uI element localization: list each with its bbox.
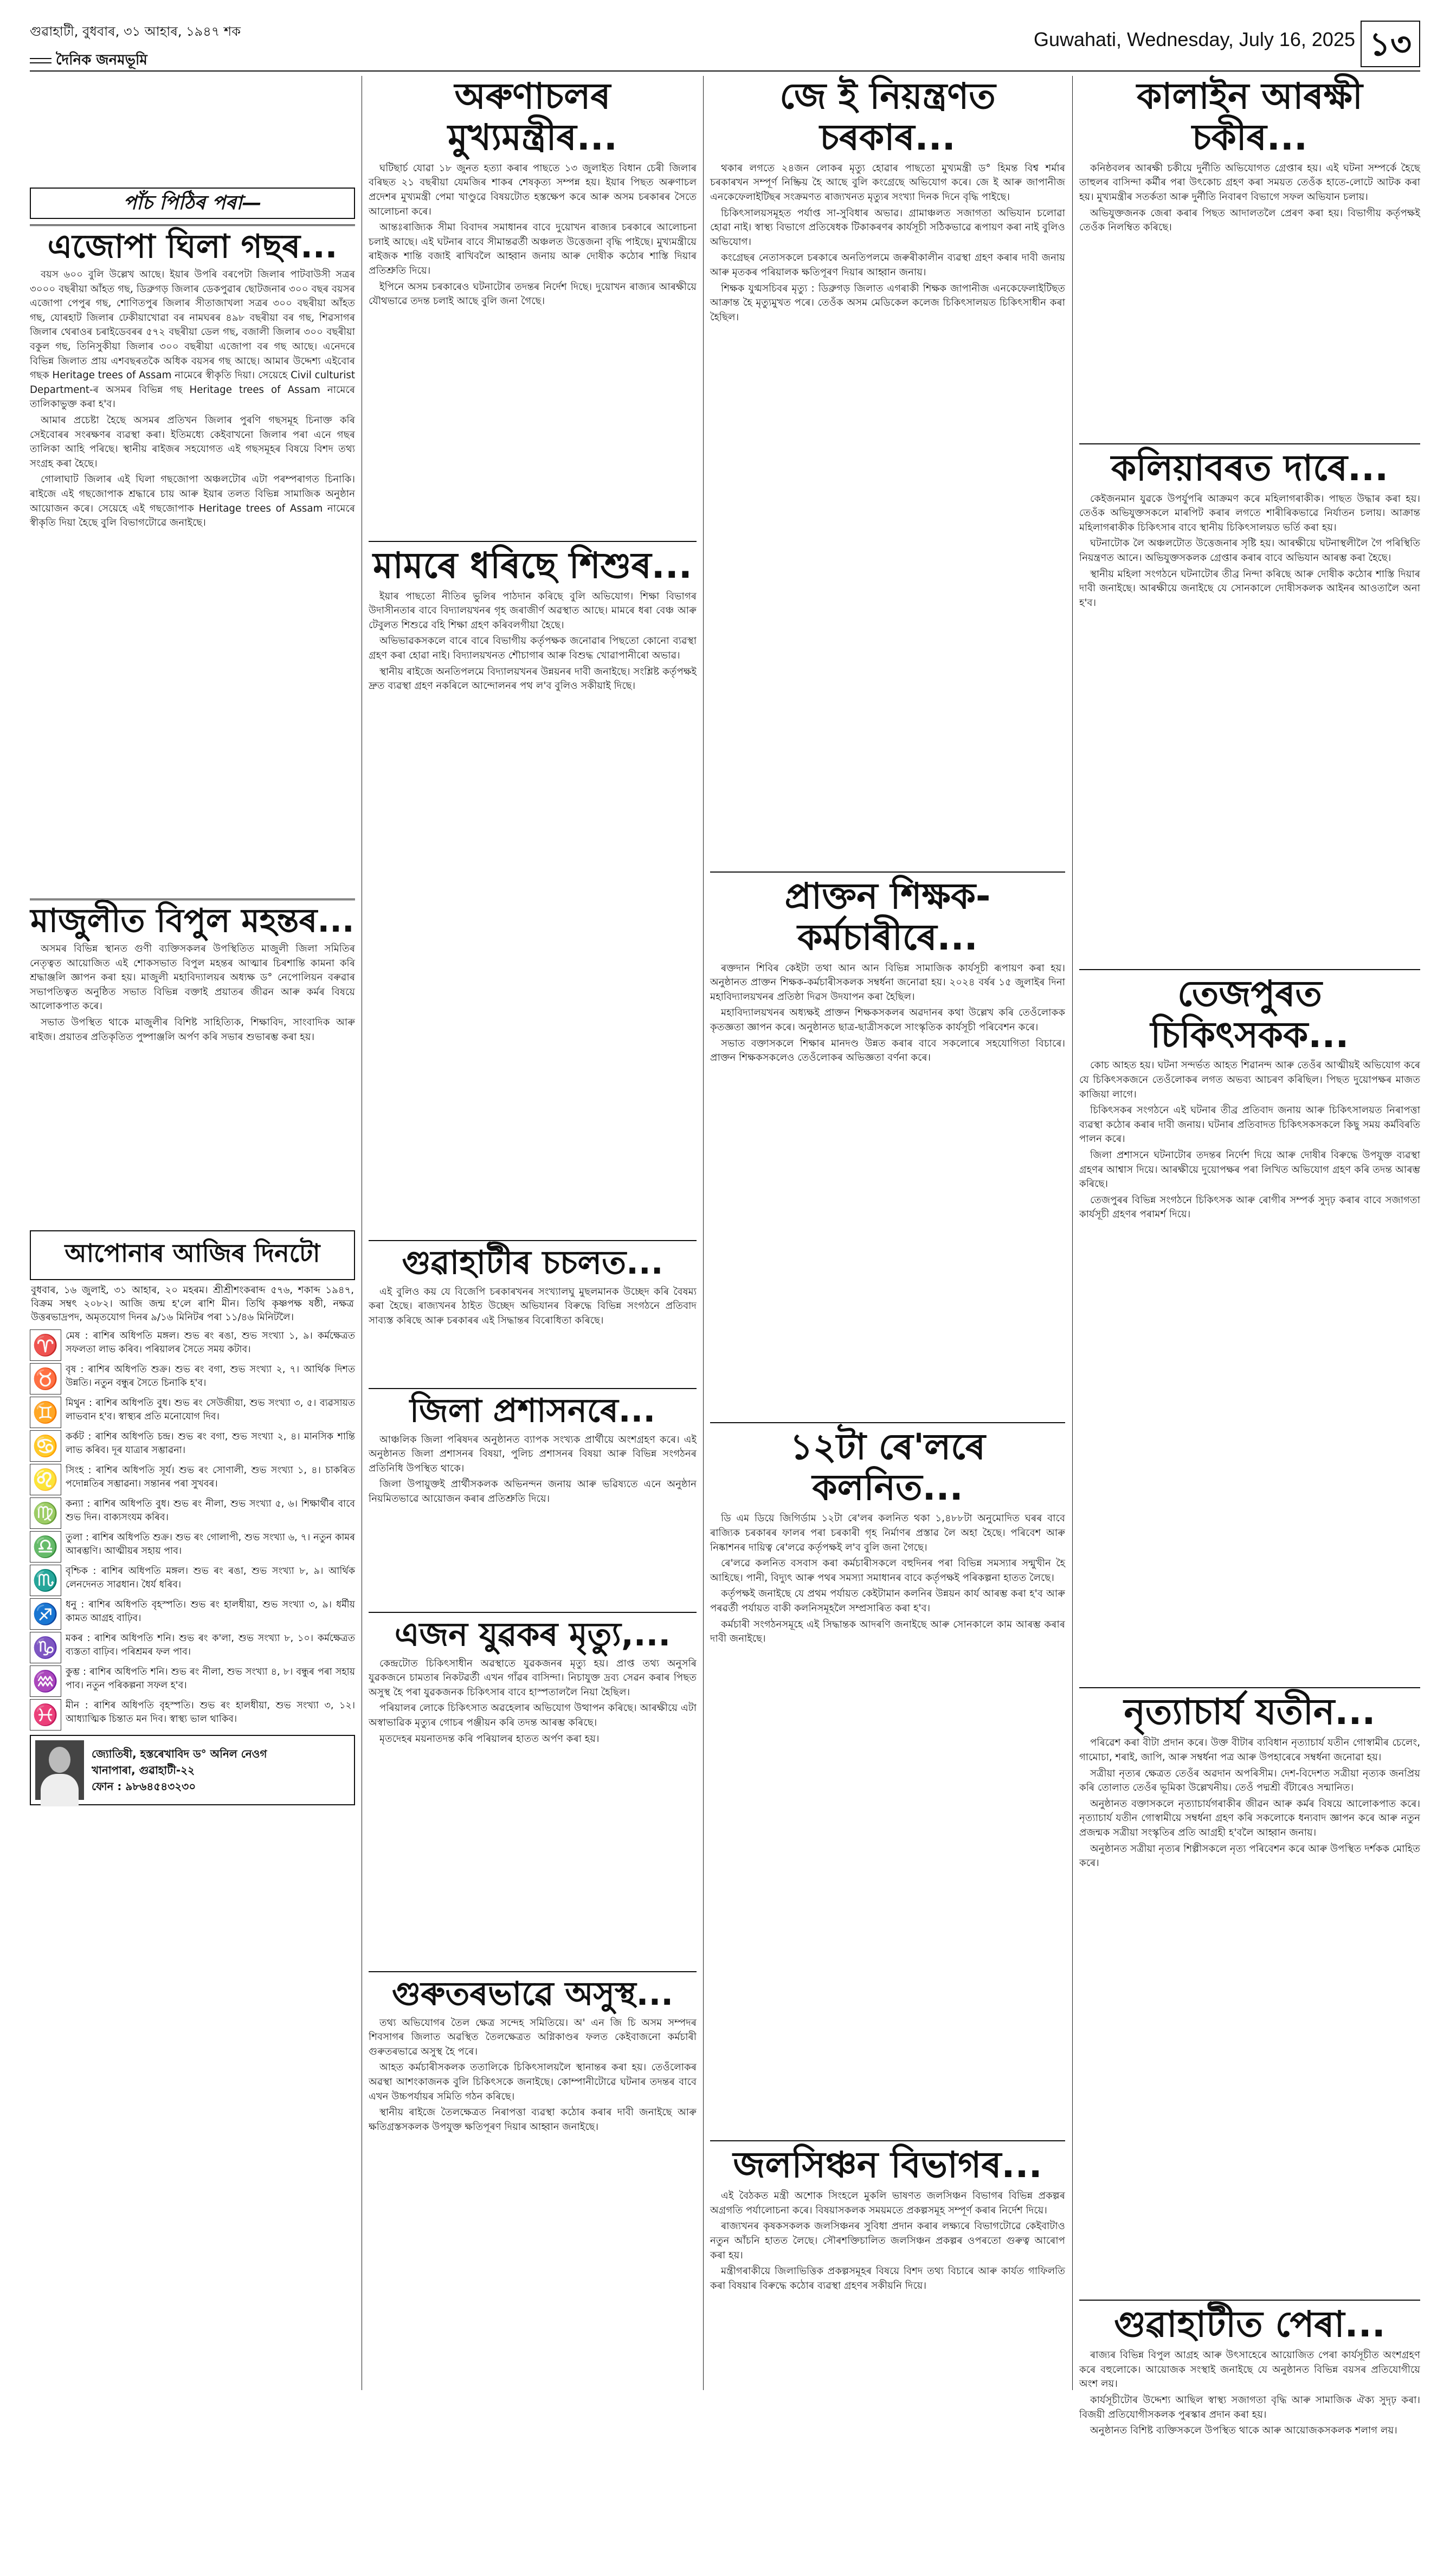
- article-headline: জে ই নিয়ন্ত্ৰণত চৰকাৰ...: [779, 75, 996, 158]
- article-railway-colony: [710, 1426, 1065, 2141]
- article-je-control: [710, 76, 1065, 871]
- article-body: [710, 1512, 1065, 2140]
- masthead: [30, 21, 1420, 75]
- horoscope-sign-row: [30, 1363, 355, 1394]
- paragraph: অনুষ্ঠানত বক্তাসকলে নৃত্যাচাৰ্যগৰাকীৰ জীৱন আৰু কৰ্মৰ বিষয়ে আলোকপাত কৰে। নৃত্যাচাৰ্য যতীন গোস্বামীয়ে সম্বৰ্ধনা গ্ৰহণ কৰি সকলোকে ধন্যবাদ জ্ঞাপন কৰে আৰু নতুন প্ৰজন্মক সত্ৰীয়া সংস্কৃতিৰ প্ৰতি আগ্ৰহী হ'বলৈ আহ্বান জনায়।: [1079, 1798, 1420, 1838]
- article-body: [30, 942, 355, 1224]
- paragraph: ৰাজ্যখনৰ কৃষকসকলক জলসিঞ্চনৰ সুবিধা প্ৰদান কৰাৰ লক্ষ্যৰে বিভাগটোৱে কেইবাটাও নতুন আঁচনি হাতত লৈছে। সৌৰশক্তিচালিত জলসিঞ্চন প্ৰকল্পৰ ওপৰতো গুৰুত্ব আৰোপ কৰা হয়।: [710, 2220, 1065, 2261]
- article-body: [1079, 162, 1420, 443]
- article-body: [710, 961, 1065, 1422]
- divider: [369, 1971, 697, 1972]
- article-body: [710, 2189, 1065, 2503]
- article-body: [369, 590, 697, 1240]
- header-rule: [30, 70, 1420, 72]
- article-body: [369, 1433, 697, 1612]
- article-ghila-tree: [30, 228, 355, 895]
- paragraph: কংগ্ৰেছৰ নেতাসকলে চৰকাৰে অনতিপলমে জৰুৰীকালীন ব্যৱস্থা গ্ৰহণ কৰাৰ দাবী জনায় আৰু মৃতকৰ পৰিয়ালক ক্ষতিপূৰণ দিয়াৰ আহ্বান জনায়।: [710, 252, 1065, 278]
- paragraph: ৰক্তদান শিবিৰ কেইটা তথা আন আন বিভিন্ন সামাজিক কাৰ্যসূচী ৰূপায়ণ কৰা হয়। অনুষ্ঠানত প্ৰাক্তন শিক্ষক-কৰ্মচাৰীসকলক সম্বৰ্ধনা জনোৱা হয়। ২০২৪ বৰ্ষৰ ১৫ জুলাইৰ দিনা মহাবিদ্যালয়খনৰ প্ৰতিষ্ঠা দিৱস উদযাপন কৰা হৈছিল।: [710, 962, 1065, 1003]
- article-headline: ১২টা ৰে'লৰে কলনিত...: [790, 1425, 985, 1509]
- divider: [369, 541, 697, 542]
- virgo-icon: ♍: [30, 1497, 61, 1529]
- paragraph: থকাৰ লগতে ২৪জন লোকৰ মৃত্যু হোৱাৰ পাছতো মুখ্যমন্ত্ৰী ড° হিমন্ত বিশ্ব শৰ্মাৰ চৰকাৰখন সম্পূৰ্ণ নিষ্ক্ৰিয় হৈ আছে বুলি কংগ্ৰেছে অভিযোগ কৰে। জে ই আৰু জাপানীজ এনকেফেলাইটিছৰ সংক্ৰমণত ৰাজ্যখনত মৃত্যুৰ সংখ্যা দিনক দিনে বৃদ্ধি পাইছে।: [710, 162, 1065, 203]
- article-former-teachers: [710, 876, 1065, 1422]
- article-youth-death: [369, 1616, 697, 1971]
- article-headline: কালাইন আৰক্ষী চকীৰ...: [1137, 75, 1363, 158]
- divider: [1079, 969, 1420, 970]
- paragraph: কাৰ্যসূচীটোৰ উদ্দেশ্য আছিল স্বাস্থ্য সজাগতা বৃদ্ধি আৰু সামাজিক ঐক্য সুদৃঢ় কৰা। বিজয়ী প্ৰতিযোগীসকলক পুৰস্কাৰ প্ৰদান কৰা হয়।: [1079, 2394, 1420, 2420]
- page-number: ১৩: [1361, 21, 1420, 67]
- astrologer-phone: ফোন : ৯৮৬৪৫৪৩২৩০: [92, 1780, 196, 1793]
- article-body: [1079, 2348, 1420, 2576]
- article-guwahati: [369, 1244, 697, 1388]
- article-body: [369, 1285, 697, 1388]
- article-mould-school: [369, 545, 697, 1240]
- article-seriously-ill: [369, 1975, 697, 2526]
- astrologer-address: খানাপাৰা, গুৱাহাটী-২২: [92, 1764, 195, 1777]
- paragraph: স্থানীয় ৰাইজে তৈলক্ষেত্ৰত নিৰাপত্তা ব্যৱস্থা কঠোৰ কৰাৰ দাবী জনাইছে আৰু ক্ষতিগ্ৰস্তসকলক উপযুক্ত ক্ষতিপূৰণ দিয়াৰ আহ্বান জনাইছে।: [369, 2107, 697, 2133]
- divider: [1079, 2300, 1420, 2301]
- paragraph: এই বুলিও কয় যে বিজেপি চৰকাৰখনৰ সংখ্যালঘু মুছলমানক উচ্ছেদ কৰি বৈষম্য কৰা হৈছে। ৰাজ্যখনৰ ঠাইত উচ্ছেদ অভিযানৰ বিৰুদ্ধে বিভিন্ন সংগঠনে প্ৰতিবাদ সাব্যস্ত কৰিছে আৰু চৰকাৰৰ এই সিদ্ধান্তৰ বিৰোধিতা কৰিছে।: [369, 1286, 697, 1326]
- leo-icon: ♌: [30, 1464, 61, 1495]
- article-body: [369, 2016, 697, 2526]
- article-body: [710, 162, 1065, 871]
- article-headline: এজোপা ঘিলা গছৰ...: [47, 228, 338, 266]
- article-kaliabor: [1079, 448, 1420, 969]
- paragraph: পৰিয়ালৰ লোকে চিকিৎসাত অৱহেলাৰ অভিযোগ উত্থাপন কৰিছে। আৰক্ষীয়ে এটা অস্বাভাৱিক মৃত্যুৰ গোচৰ পঞ্জীয়ন কৰি তদন্ত আৰম্ভ কৰিছে।: [369, 1702, 697, 1729]
- paragraph: কেন্দ্ৰটোত চিকিৎসাধীন অৱস্থাতে যুৱকজনৰ মৃত্যু হয়। প্ৰাপ্ত তথ্য অনুসৰি যুৱকজনে চামতাৰ নিকটৱৰ্তী এখন গাঁৱৰ বাসিন্দা। নিচাযুক্ত দ্ৰব্য সেৱন কৰাৰ পিছত অসুস্থ হৈ পৰা যুৱকজনক চিকিৎসাৰ বাবে হাস্পতাললৈ নিয়া হৈছিল।: [369, 1657, 697, 1698]
- horoscope-sign-text: মকৰ : ৰাশিৰ অধিপতি শনি। শুভ ৰং ক'লা, শুভ সংখ্যা ৮, ১০। কৰ্মক্ষেত্ৰত ব্যস্ততা বাঢ়িব। পৰিশ্ৰমৰ ফল পাব।: [66, 1633, 355, 1657]
- article-body: [1079, 1058, 1420, 1687]
- horoscope-sign-row: [30, 1531, 355, 1563]
- astrologer-photo: [35, 1740, 84, 1800]
- horoscope-sign-text: কুম্ভ : ৰাশিৰ অধিপতি শনি। শুভ ৰং নীলা, শুভ সংখ্যা ৪, ৮। বন্ধুৰ পৰা সহায় পাব। নতুন পৰিকল্পনা সফল হ'ব।: [66, 1667, 355, 1691]
- horoscope-sign-text: মেষ : ৰাশিৰ অধিপতি মঙ্গল। শুভ ৰং ৰঙা, শুভ সংখ্যা ১, ৯। কৰ্মক্ষেত্ৰত সফলতা লাভ কৰিব। পৰিয়ালৰ সৈতে সময় কটাব।: [66, 1331, 355, 1355]
- horoscope-sign-text: মীন : ৰাশিৰ অধিপতি বৃহস্পতি। শুভ ৰং হালধীয়া, শুভ সংখ্যা ৩, ১২। আধ্যাত্মিক চিন্তাত মন দিব। স্বাস্থ্য ভাল থাকিব।: [66, 1700, 355, 1725]
- horoscope-sign-text: মিথুন : ৰাশিৰ অধিপতি বুধ। শুভ ৰং সেউজীয়া, শুভ সংখ্যা ৩, ৫। ব্যৱসায়ত লাভবান হ'ব। স্বাস্থ্যৰ প্ৰতি মনোযোগ দিব।: [66, 1398, 355, 1422]
- horoscope-section: [30, 1230, 355, 1805]
- paragraph: ঘটনাটোক লৈ অঞ্চলটোত উত্তেজনাৰ সৃষ্টি হয়। আৰক্ষীয়ে ঘটনাস্থলীলৈ গৈ পৰিস্থিতি নিয়ন্ত্ৰণত আনে। অভিযুক্তসকলক গ্ৰেপ্তাৰ কৰাৰ বাবে অভিযান আৰম্ভ কৰা হৈছে।: [1079, 538, 1420, 564]
- article-headline: জিলা প্ৰশাসনৰে...: [409, 1391, 656, 1430]
- article-headline: জলসিঞ্চন বিভাগৰ...: [733, 2144, 1042, 2186]
- horoscope-sign-text: কৰ্কট : ৰাশিৰ অধিপতি চন্দ্ৰ। শুভ ৰং বগা, শুভ সংখ্যা ২, ৪। মানসিক শান্তি লাভ কৰিব। দূৰ যাত্ৰাৰ সম্ভাৱনা।: [66, 1431, 355, 1456]
- paragraph: অনুষ্ঠানত বিশিষ্ট ব্যক্তিসকলে উপস্থিত থাকে আৰু আয়োজকসকলক শলাগ লয়।: [1090, 2425, 1397, 2437]
- paragraph: কৰ্মচাৰী সংগঠনসমূহে এই সিদ্ধান্তক আদৰণি জনাইছে আৰু সোনকালে কাম আৰম্ভ কৰাৰ দাবী জনাইছে।: [710, 1618, 1065, 1645]
- pisces-icon: ♓: [30, 1699, 61, 1731]
- divider: [30, 899, 355, 900]
- paragraph: গোলাঘাট জিলাৰ এই ঘিলা গছজোপা অঞ্চলটোৰ এটা পৰম্পৰাগত চিনাকি। ৰাইজে এই গছজোপাক শ্ৰদ্ধাৰে চায় আৰু ইয়াৰ তলত বিভিন্ন সামাজিক অনুষ্ঠান আয়োজন কৰে। সেয়েহে এই গছজোপাক Heritage trees of Assam নামেৰে স্বীকৃতি দিয়া হৈছে বুলি বিভাগটোৱে জনাইছে।: [30, 474, 355, 529]
- divider: [1079, 1687, 1420, 1688]
- horoscope-sign-text: কন্যা : ৰাশিৰ অধিপতি বুধ। শুভ ৰং নীলা, শুভ সংখ্যা ৫, ৬। শিক্ষাৰ্থীৰ বাবে শুভ দিন। বাক্যসংযম কৰিব।: [66, 1499, 355, 1523]
- horoscope-title: আপোনাৰ আজিৰ দিনটো: [30, 1230, 355, 1280]
- article-irrigation: [710, 2145, 1065, 2503]
- article-headline: গুৱাহাটীৰ চচলত...: [402, 1243, 663, 1282]
- paragraph: আঞ্চলিক জিলা পৰিষদৰ অনুষ্ঠানত ব্যাপক সংখ্যক প্ৰাৰ্থীয়ে অংশগ্ৰহণ কৰে। এই অনুষ্ঠানত জিলা প্ৰশাসনৰ বিষয়া, পুলিচ প্ৰশাসনৰ বিষয়া আৰু বিভিন্ন সংগঠনৰ প্ৰতিনিধি উপস্থিত থাকে।: [369, 1434, 697, 1474]
- paragraph: এই বৈঠকত মন্ত্ৰী অশোক সিংহলে মুকলি ভাষণত জলসিঞ্চন বিভাগৰ বিভিন্ন প্ৰকল্পৰ অগ্ৰগতি পৰ্যালোচনা কৰে। বিষয়াসকলক সময়মতে প্ৰকল্পসমূহ সম্পূৰ্ণ কৰাৰ নিৰ্দেশ দিয়ে।: [710, 2190, 1065, 2216]
- horoscope-sign-row: [30, 1430, 355, 1462]
- divider: [30, 224, 355, 226]
- paragraph: জিলা প্ৰশাসনে ঘটনাটোৰ তদন্তৰ নিৰ্দেশ দিয়ে আৰু দোষীৰ বিৰুদ্ধে উপযুক্ত ব্যৱস্থা গ্ৰহণৰ আশ্বাস দিয়ে। আৰক্ষীয়ে দুয়োপক্ষৰ পৰা লিখিত অভিযোগ গ্ৰহণ কৰি তদন্ত আৰম্ভ কৰিছে।: [1079, 1150, 1420, 1190]
- article-body: [1079, 492, 1420, 969]
- horoscope-sign-text: সিংহ : ৰাশিৰ অধিপতি সূৰ্য। শুভ ৰং সোণালী, শুভ সংখ্যা ১, ৪। চাকৰিত পদোন্নতিৰ সম্ভাৱনা। সন্তানৰ পৰা সুখবৰ।: [66, 1465, 355, 1489]
- paragraph: অনুষ্ঠানত সত্ৰীয়া নৃত্যৰ শিল্পীসকলে নৃত্য পৰিবেশন কৰে আৰু উপস্থিত দৰ্শকক মোহিত কৰে।: [1079, 1843, 1420, 1869]
- paragraph: অভিযুক্তজনক জেৰা কৰাৰ পিছত আদালতলৈ প্ৰেৰণ কৰা হয়। বিভাগীয় কৰ্তৃপক্ষই তেওঁক নিলম্বিত কৰিছে।: [1079, 207, 1420, 234]
- paragraph: ইপিনে অসম চৰকাৰেও ঘটনাটোৰ তদন্তৰ নিৰ্দেশ দিছে। দুয়োখন ৰাজ্যৰ আৰক্ষীয়ে যৌথভাৱে তদন্ত চলাই আছে বুলি জনা গৈছে।: [369, 281, 697, 307]
- paragraph: আন্তঃৰাজ্যিক সীমা বিবাদৰ সমাধানৰ বাবে দুয়োখন ৰাজ্যৰ চৰকাৰে আলোচনা চলাই আছে। এই ঘটনাৰ বাবে সীমান্তৱৰ্তী অঞ্চলত উত্তেজনা বৃদ্ধি পাইছে। মুখ্যমন্ত্ৰীয়ে ৰাইজক শান্তি বজাই ৰাখিবলৈ আহ্বান জনায় আৰু দোষীক কঠোৰ শাস্তি দিয়াৰ প্ৰতিশ্ৰুতি দিয়ে।: [369, 222, 697, 276]
- horoscope-sign-row: [30, 1497, 355, 1529]
- article-majuli: [30, 902, 355, 1224]
- paragraph: চিকিৎসালয়সমূহত পৰ্যাপ্ত সা-সুবিধাৰ অভাৱ। গ্ৰামাঞ্চলত সজাগতা অভিযান চলোৱা হোৱা নাই। স্বাস্থ্য বিভাগে প্ৰতিষেধক টিকাকৰণৰ কাৰ্যসূচী সঠিকভাৱে ৰূপায়ণ কৰা নাই বুলিও অভিযোগ।: [710, 207, 1065, 248]
- divider: [710, 1422, 1065, 1423]
- dateline-english: Guwahati, Wednesday, July 16, 2025: [1033, 28, 1355, 50]
- paragraph: বয়স ৬০০ বুলি উল্লেখ আছে। ইয়াৰ উপৰি বৰপেটা জিলাৰ পাটবাউসী সত্ৰৰ ৩০০০ বছৰীয়া আঁহত গছ, ডিব্ৰুগড় জিলাৰ ডেকপুৱাৰ ছোটজনাৰ ৩০০ বছৰ বয়সৰ এজোপা পেপুৰ গছ, শোণিতপুৰ জিলাৰ সীতাজাখলা সত্ৰৰ ৩০০ বছৰীয়া আঁহত গছ, যোৰহাট জিলাৰ ঢেকীয়াখোৱা বৰ নামঘৰৰ ৪৯৮ বছৰীয়া বৰ গছ, শিৱসাগৰ জিলাৰ থেৰাওৰ চৰাইডেবৰৰ ৫৭২ বছৰীয়া ডেল গছ, বজালী জিলাৰ ৩০০ বছৰীয়া বকুল গছ, তিনিসুকীয়া জিলাৰ ৩০০ বছৰীয়া এজোপা বৰ গছ আছে। এনেদৰে বিভিন্ন জিলাত প্ৰায় এশবছৰতকৈ অধিক বয়সৰ গছ আছে। আমাৰ উদ্দেশ্য এইবোৰ গছক Heritage trees of Assam নামেৰে স্বীকৃতি দিয়া। সেয়েহে Civil culturist Department-ৰ অসমৰ বিভিন্ন গছ Heritage trees of Assam নামেৰে তালিকাভুক্ত কৰা হ'ব।: [30, 269, 355, 410]
- astrologer-box: [30, 1735, 355, 1805]
- horoscope-sign-row: [30, 1565, 355, 1596]
- horoscope-sign-text: ধনু : ৰাশিৰ অধিপতি বৃহস্পতি। শুভ ৰং হালধীয়া, শুভ সংখ্যা ৩, ৯। ধৰ্মীয় কামত আগ্ৰহ বাঢ়িব।: [66, 1599, 355, 1624]
- column-divider: [703, 76, 704, 2390]
- paragraph: পৰিৱেশ কৰা বীটা প্ৰদান কৰে। উক্ত বীটাৰ ব্যবিধান নৃত্যাচাৰ্য যতীন গোস্বামীৰ চেলেং, গামোচা, শৰাই, জাপি, আৰু সম্বৰ্ধনা পত্ৰ আৰু উপহাৰেৰে সম্বৰ্ধনা জনোৱা হয়।: [1079, 1737, 1420, 1763]
- paragraph: সত্ৰীয়া নৃত্যৰ ক্ষেত্ৰত তেওঁৰ অৱদান অপৰিসীম। দেশ-বিদেশত সত্ৰীয়া নৃত্যক জনপ্ৰিয় কৰি তোলাত তেওঁৰ ভূমিকা উল্লেখনীয়। তেওঁ পদ্মশ্ৰী বঁটাৰেও সন্মানিত।: [1079, 1767, 1420, 1794]
- newspaper-name: দৈনিক জনমভূমি: [30, 49, 147, 73]
- article-guwahati-pera: [1079, 2304, 1420, 2576]
- paragraph: ৰে'লৱে কলনিত বসবাস কৰা কৰ্মচাৰীসকলে বহুদিনৰ পৰা বিভিন্ন সমস্যাৰ সন্মুখীন হৈ আহিছে। পানী, বিদ্যুৎ আৰু পথৰ সমস্যা সমাধানৰ বাবে কৰ্তৃপক্ষই পৰিকল্পনা হাতত লৈছে।: [710, 1558, 1065, 1584]
- article-headline: মামৰে ধৰিছে শিশুৰ...: [373, 544, 692, 586]
- paragraph: সভাত উপস্থিত থাকে মাজুলীৰ বিশিষ্ট সাহিত্যিক, শিক্ষাবিদ, সাংবাদিক আৰু ৰাইজ। প্ৰয়াতৰ প্ৰতিকৃতিত পুষ্পাঞ্জলি অৰ্পণ কৰি সভাৰ শুভাৰম্ভ কৰা হয়।: [30, 1016, 355, 1043]
- horoscope-sign-row: [30, 1598, 355, 1630]
- article-arunachal-cm: [369, 76, 697, 541]
- divider: [369, 1388, 697, 1389]
- paragraph: আমাৰ প্ৰচেষ্টা হৈছে অসমৰ প্ৰতিখন জিলাৰ পুৰণি গছসমূহ চিনাক্ত কৰি সেইবোৰৰ সংৰক্ষণৰ ব্যৱস্থা কৰা। ইতিমধ্যে কেইবাখনো জিলাৰ পৰা এনে গছৰ তালিকা আহি পৰিছে। স্থানীয় ৰাইজৰ সহযোগত এই গছসমূহৰ বিষয়ে বিশদ তথ্য সংগ্ৰহ কৰা হৈছে।: [30, 414, 355, 469]
- paragraph: ৰাজ্যৰ বিভিন্ন বিপুল আগ্ৰহ আৰু উৎসাহেৰে আয়োজিত পেৰা কাৰ্যসূচীত অংশগ্ৰহণ কৰে বহুলোকে। আয়োজক সংস্থাই জনাইছে যে অনুষ্ঠানত বিভিন্ন বয়সৰ প্ৰতিযোগীয়ে অংশ লয়।: [1079, 2349, 1420, 2390]
- article-body: [1079, 1736, 1420, 2300]
- divider: [710, 2140, 1065, 2141]
- horoscope-signs: [30, 1329, 355, 1731]
- horoscope-sign-text: বৃশ্চিক : ৰাশিৰ অধিপতি মঙ্গল। শুভ ৰং ৰঙা, শুভ সংখ্যা ৮, ৯। আৰ্থিক লেনদেনত সাৱধান। ধৈৰ্য ধৰিব।: [66, 1566, 355, 1590]
- article-headline: এজন যুৱকৰ মৃত্যু,...: [394, 1615, 671, 1654]
- horoscope-sign-text: তুলা : ৰাশিৰ অধিপতি শুক্ৰ। শুভ ৰং গোলাপী, শুভ সংখ্যা ৬, ৭। নতুন কামৰ আৰম্ভণি। আত্মীয়ৰ সহায় পাব।: [66, 1532, 355, 1557]
- paragraph: জিলা উপায়ুক্তই প্ৰাৰ্থীসকলক অভিনন্দন জনায় আৰু ভৱিষ্যতে এনে অনুষ্ঠান নিয়মিতভাৱে আয়োজন কৰাৰ প্ৰতিশ্ৰুতি দিয়ে।: [369, 1479, 697, 1505]
- aquarius-icon: ♒: [30, 1665, 61, 1697]
- paragraph: অভিভাৱকসকলে বাৰে বাৰে বিভাগীয় কৰ্তৃপক্ষক জনোৱাৰ পিছতো কোনো ব্যৱস্থা গ্ৰহণ কৰা হোৱা নাই। বিদ্যালয়খনত শৌচাগাৰ আৰু বিশুদ্ধ খোৱাপানীৰো অভাৱ।: [369, 635, 697, 662]
- column-divider: [1072, 76, 1073, 2390]
- horoscope-sign-row: [30, 1632, 355, 1663]
- divider: [1079, 443, 1420, 444]
- paragraph: কেইজনমান যুৱকে উপৰ্যুপৰি আক্ৰমণ কৰে মহিলাগৰাকীক। পাছত উদ্ধাৰ কৰা হয়। তেওঁক অভিযুক্তসকলে মাৰপিট কৰাৰ লগতে শাৰীৰিকভাৱে নিৰ্যাতন চলায়। আক্ৰান্ত মহিলাগৰাকীক চিকিৎসাৰ বাবে স্থানীয় চিকিৎসালয়ত ভৰ্তি কৰা হয়।: [1079, 493, 1420, 533]
- article-headline: নৃত্যাচাৰ্য যতীন...: [1124, 1691, 1376, 1733]
- paragraph: চিকিৎসকৰ সংগঠনে এই ঘটনাৰ তীব্ৰ প্ৰতিবাদ জনায় আৰু চিকিৎসালয়ত নিৰাপত্তা ব্যৱস্থা কঠোৰ কৰাৰ দাবী জনায়। ঘটনাৰ প্ৰতিবাদত চিকিৎসকসকলে কিছু সময় কৰ্মবিৰতি পালন কৰে।: [1079, 1105, 1420, 1145]
- capricorn-icon: ♑: [30, 1632, 61, 1663]
- article-headline: অৰুণাচলৰ মুখ্যমন্ত্ৰীৰ...: [448, 75, 617, 158]
- paragraph: তথ্য অভিযোগৰ তৈল ক্ষেত্ৰ সন্দেহ সমিতিয়ে। অ' এন জি চি অসম সম্পদৰ শিবসাগৰ জিলাত অৱস্থিত তৈলক্ষেত্ৰত অগ্নিকাণ্ডৰ ফলত কেইবাজনো কৰ্মচাৰী গুৰুতৰভাৱে অসুস্থ হৈ পৰে।: [369, 2017, 697, 2057]
- article-police-outpost: [1079, 76, 1420, 443]
- libra-icon: ♎: [30, 1531, 61, 1563]
- paragraph: মন্ত্ৰীগৰাকীয়ে জিলাভিত্তিক প্ৰকল্পসমূহৰ বিষয়ে বিশদ তথ্য বিচাৰে আৰু কাৰ্যত গাফিলতি কৰা বিষয়াৰ বিৰুদ্ধে কঠোৰ ব্যৱস্থা গ্ৰহণৰ সকীয়নি দিয়ে।: [710, 2265, 1065, 2291]
- article-headline: প্ৰাক্তন শিক্ষক-কৰ্মচাৰীৰে...: [784, 875, 991, 958]
- article-headline: গুৰুতৰভাৱে অসুস্থ...: [391, 1974, 674, 2013]
- paragraph: কনিষ্ঠবলৰ আৰক্ষী চকীয়ে দুৰ্নীতি অভিযোগত গ্ৰেপ্তাৰ হয়। এই ঘটনা সম্পৰ্কে হৈছে তাহুলৰ বাসিন্দা কৰ্মীৰ পৰা উৎকোচ গ্ৰহণ কৰা সময়ত তেওঁক হাতে-লোটে আটক কৰা হয়। মুখ্যমন্ত্ৰীৰ সতৰ্কতা আৰু দুৰ্নীতি নিবাৰণ বিভাগে সফল অভিযান চলায়।: [1079, 162, 1420, 203]
- paragraph: স্থানীয় ৰাইজে অনতিপলমে বিদ্যালয়খনৰ উন্নয়নৰ দাবী জনাইছে। সংশ্লিষ্ট কৰ্তৃপক্ষই দ্ৰুত ব্যৱস্থা গ্ৰহণ নকৰিলে আন্দোলনৰ পথ ল'ব বুলিও সকীয়াই দিছে।: [369, 666, 697, 692]
- article-body: [369, 1657, 697, 1971]
- paragraph: সভাত বক্তাসকলে শিক্ষাৰ মানদণ্ড উন্নত কৰাৰ বাবে সকলোৰে সহযোগিতা বিচাৰে। প্ৰাক্তন শিক্ষকসকলেও তেওঁলোকৰ অভিজ্ঞতা বৰ্ণনা কৰে।: [710, 1037, 1065, 1064]
- article-headline: গুৱাহাটীত পেৰা...: [1114, 2303, 1385, 2346]
- article-headline: তেজপুৰত চিকিৎসকক...: [1150, 972, 1349, 1056]
- paragraph: অসমৰ বিভিন্ন স্থানত গুণী ব্যক্তিসকলৰ উপস্থিতিত মাজুলী জিলা সমিতিৰ নেতৃত্বত আয়োজিত এই শোকসভাত বিপুল মহন্তৰ আত্মাৰ চিৰশান্তি কামনা কৰি শ্ৰদ্ধাঞ্জলি জ্ঞাপন কৰা হয়। মাজুলী মহাবিদ্যালয়ৰ অধ্যক্ষ ড° নেপোলিয়ন বৰুৱাৰ সভাপতিত্বত অনুষ্ঠিত সভাত বিভিন্ন বক্তাই প্ৰয়াতৰ জীৱন আৰু কৰ্মৰ বিষয়ে আলোকপাত কৰে।: [30, 943, 355, 1012]
- horoscope-date: বুধবাৰ, ১৬ জুলাই, ৩১ আহাৰ, ২০ মহৰম। শ্ৰীশ্ৰীশংকৰাব্দ ৫৭৬, শকাব্দ ১৯৪৭, বিক্ৰম সম্বৎ ২০৮২। আজি জন্ম হ'লে ৰাশি মীন। তিথি কৃষ্ণপক্ষ ষষ্ঠী, নক্ষত্ৰ উত্তৰভাদ্ৰপদ, অমৃতযোগ দিনৰ ৯/১৬ মিনিটৰ পৰা ১১/৪৬ মিনিটলৈ।: [31, 1284, 354, 1323]
- taurus-icon: ♉: [30, 1363, 61, 1394]
- sagittarius-icon: ♐: [30, 1598, 61, 1630]
- paragraph: কোচ আহত হয়। ঘটনা সন্দৰ্ভত আহত শিৱানন্দ আৰু তেওঁৰ আত্মীয়ই অভিযোগ কৰে যে চিকিৎসকজনে তেওঁলোকৰ লগত অভব্য আচৰণ কৰিছিল। পিছত দুয়োপক্ষৰ মাজত কাজিয়া লাগে।: [1079, 1060, 1420, 1100]
- gemini-icon: ♊: [30, 1397, 61, 1428]
- horoscope-sign-row: [30, 1665, 355, 1697]
- divider: [369, 1612, 697, 1613]
- scorpio-icon: ♏: [30, 1565, 61, 1596]
- divider: [710, 871, 1065, 873]
- column-4: [1079, 76, 1420, 2576]
- horoscope-sign-row: [30, 1699, 355, 1731]
- article-headline: মাজুলীত বিপুল মহন্তৰ...: [30, 902, 355, 940]
- horoscope-sign-row: [30, 1329, 355, 1361]
- paragraph: ঘটিছাৰ্চ যোৱা ১৮ জুনত হত্যা কৰাৰ পাছতে ১৩ জুলাইত বিধান চেৰী জিলাৰ বৰিছত ২১ বছৰীয়া যেমজিৰ শাকৰ শেষকৃত্য সম্পন্ন হয়। ইয়াৰ পিছত অৰুণাচল প্ৰদেশৰ মুখ্যমন্ত্ৰী পেমা খাণ্ডুৱে বিষয়টোত হস্তক্ষেপ কৰে আৰু অসম চৰকাৰৰ সৈতে আলোচনা কৰে।: [369, 162, 697, 217]
- article-tezpur-doctor: [1079, 973, 1420, 1688]
- divider: [369, 1240, 697, 1241]
- aries-icon: ♈: [30, 1329, 61, 1361]
- paragraph: শিক্ষক যুগ্মসচিবৰ মৃত্যু : ডিব্ৰুগড় জিলাত এগৰাকী শিক্ষক জাপানীজ এনকেফেলাইটিছত আক্ৰান্ত হৈ মৃত্যুমুখত পৰে। তেওঁক অসম মেডিকেল কলেজ চিকিৎসালয়ত চিকিৎসাধীন কৰা হৈছিল।: [710, 282, 1065, 323]
- cancer-icon: ♋: [30, 1430, 61, 1462]
- dateline-assamese: গুৱাহাটী, বুধবাৰ, ৩১ আহাৰ, ১৯৪৭ শক: [30, 24, 241, 39]
- paragraph: আহত কৰ্মচাৰীসকলক ততালিকে চিকিৎসালয়লৈ স্থানান্তৰ কৰা হয়। তেওঁলোকৰ অৱস্থা আশংকাজনক বুলি চিকিৎসকে জনাইছে। কোম্পানীটোৱে ঘটনাৰ তদন্তৰ বাবে এখন উচ্চপৰ্যায়ৰ সমিতি গঠন কৰিছে।: [369, 2062, 697, 2102]
- horoscope-sign-row: [30, 1464, 355, 1495]
- paragraph: স্থানীয় মহিলা সংগঠনে ঘটনাটোৰ তীব্ৰ নিন্দা কৰিছে আৰু দোষীক কঠোৰ শাস্তি দিয়াৰ দাবী জনাইছে। আৰক্ষীয়ে জনাইছে যে সোনকালে দোষীসকলক আইনৰ আওতালৈ অনা হ'ব।: [1079, 568, 1420, 609]
- horoscope-sign-row: [30, 1397, 355, 1428]
- paragraph: তেজপুৰৰ বিভিন্ন সংগঠনে চিকিৎসক আৰু ৰোগীৰ সম্পৰ্ক সুদৃঢ় কৰাৰ বাবে সজাগতা কাৰ্যসূচী গ্ৰহণৰ পৰামৰ্শ দিয়ে।: [1079, 1194, 1420, 1221]
- paragraph: মৃতদেহৰ ময়নাতদন্ত কৰি পৰিয়ালৰ হাতত অৰ্পণ কৰা হয়।: [379, 1733, 600, 1745]
- column-2: [369, 76, 697, 2526]
- column-1: [30, 76, 355, 1805]
- article-jatin-goswami: [1079, 1691, 1420, 2300]
- paragraph: কৰ্তৃপক্ষই জনাইছে যে প্ৰথম পৰ্যায়ত কেইটামান কলনিৰ উন্নয়ন কাৰ্য আৰম্ভ কৰা হ'ব আৰু পৰৱৰ্তী পৰ্যায়ত বাকী কলনিসমূহলৈ সম্প্ৰসাৰিত কৰা হ'ব।: [710, 1588, 1065, 1614]
- column-3: [710, 76, 1065, 2503]
- paragraph: মহাবিদ্যালয়খনৰ অধ্যক্ষই প্ৰাক্তন শিক্ষকসকলৰ অৱদানৰ কথা উল্লেখ কৰি তেওঁলোকক কৃতজ্ঞতা জ্ঞাপন কৰে। অনুষ্ঠানত ছাত্ৰ-ছাত্ৰীসকলে সাংস্কৃতিক কাৰ্যসূচী পৰিবেশন কৰে।: [710, 1007, 1065, 1033]
- paragraph: ইয়াৰ পাছতো নীতিৰ ভুলিৰ পাঠদান কৰিছে বুলি অভিযোগ। শিক্ষা বিভাগৰ উদাসীনতাৰ বাবে বিদ্যালয়খনৰ গৃহ জৰাজীৰ্ণ অৱস্থাত আছে। মামৰে ধৰা বেঞ্চ আৰু টেবুলত শিশুৱে বহি শিক্ষা গ্ৰহণ কৰিবলগীয়া হৈছে।: [369, 590, 697, 631]
- horoscope-sign-text: বৃষ : ৰাশিৰ অধিপতি শুক্ৰ। শুভ ৰং বগা, শুভ সংখ্যা ২, ৭। আৰ্থিক দিশত উন্নতি। নতুন বন্ধুৰ সৈতে চিনাকি হ'ব।: [66, 1364, 355, 1389]
- article-district-admin: [369, 1392, 697, 1612]
- article-body: [30, 268, 355, 895]
- paragraph: ডি এম ডিয়ে জিগিৰ্ডাম ১২টা ৰে'লৰ কলনিত থকা ১,৪৮৮টা অনুমোদিত ঘৰৰ বাবে ৰাজ্যিক চৰকাৰৰ ফালৰ পৰা চৰকাৰী গৃহ নিৰ্মাণৰ প্ৰস্তাৱ লৈ অহা হৈছে। পৰিবেশ আৰু নিষ্কাশনৰ দায়িত্ব ৰে'লৱে কৰ্তৃপক্ষই ল'ব বুলি জনা গৈছে।: [710, 1513, 1065, 1553]
- article-body: [369, 162, 697, 541]
- astrologer-name: জ্যোতিষী, হস্তৰেখাবিদ ড° অনিল নেওগ: [92, 1747, 267, 1760]
- section-title: পাঁচ পিঠিৰ পৰা—: [30, 188, 355, 219]
- article-headline: কলিয়াবৰত দাৰে...: [1111, 447, 1389, 489]
